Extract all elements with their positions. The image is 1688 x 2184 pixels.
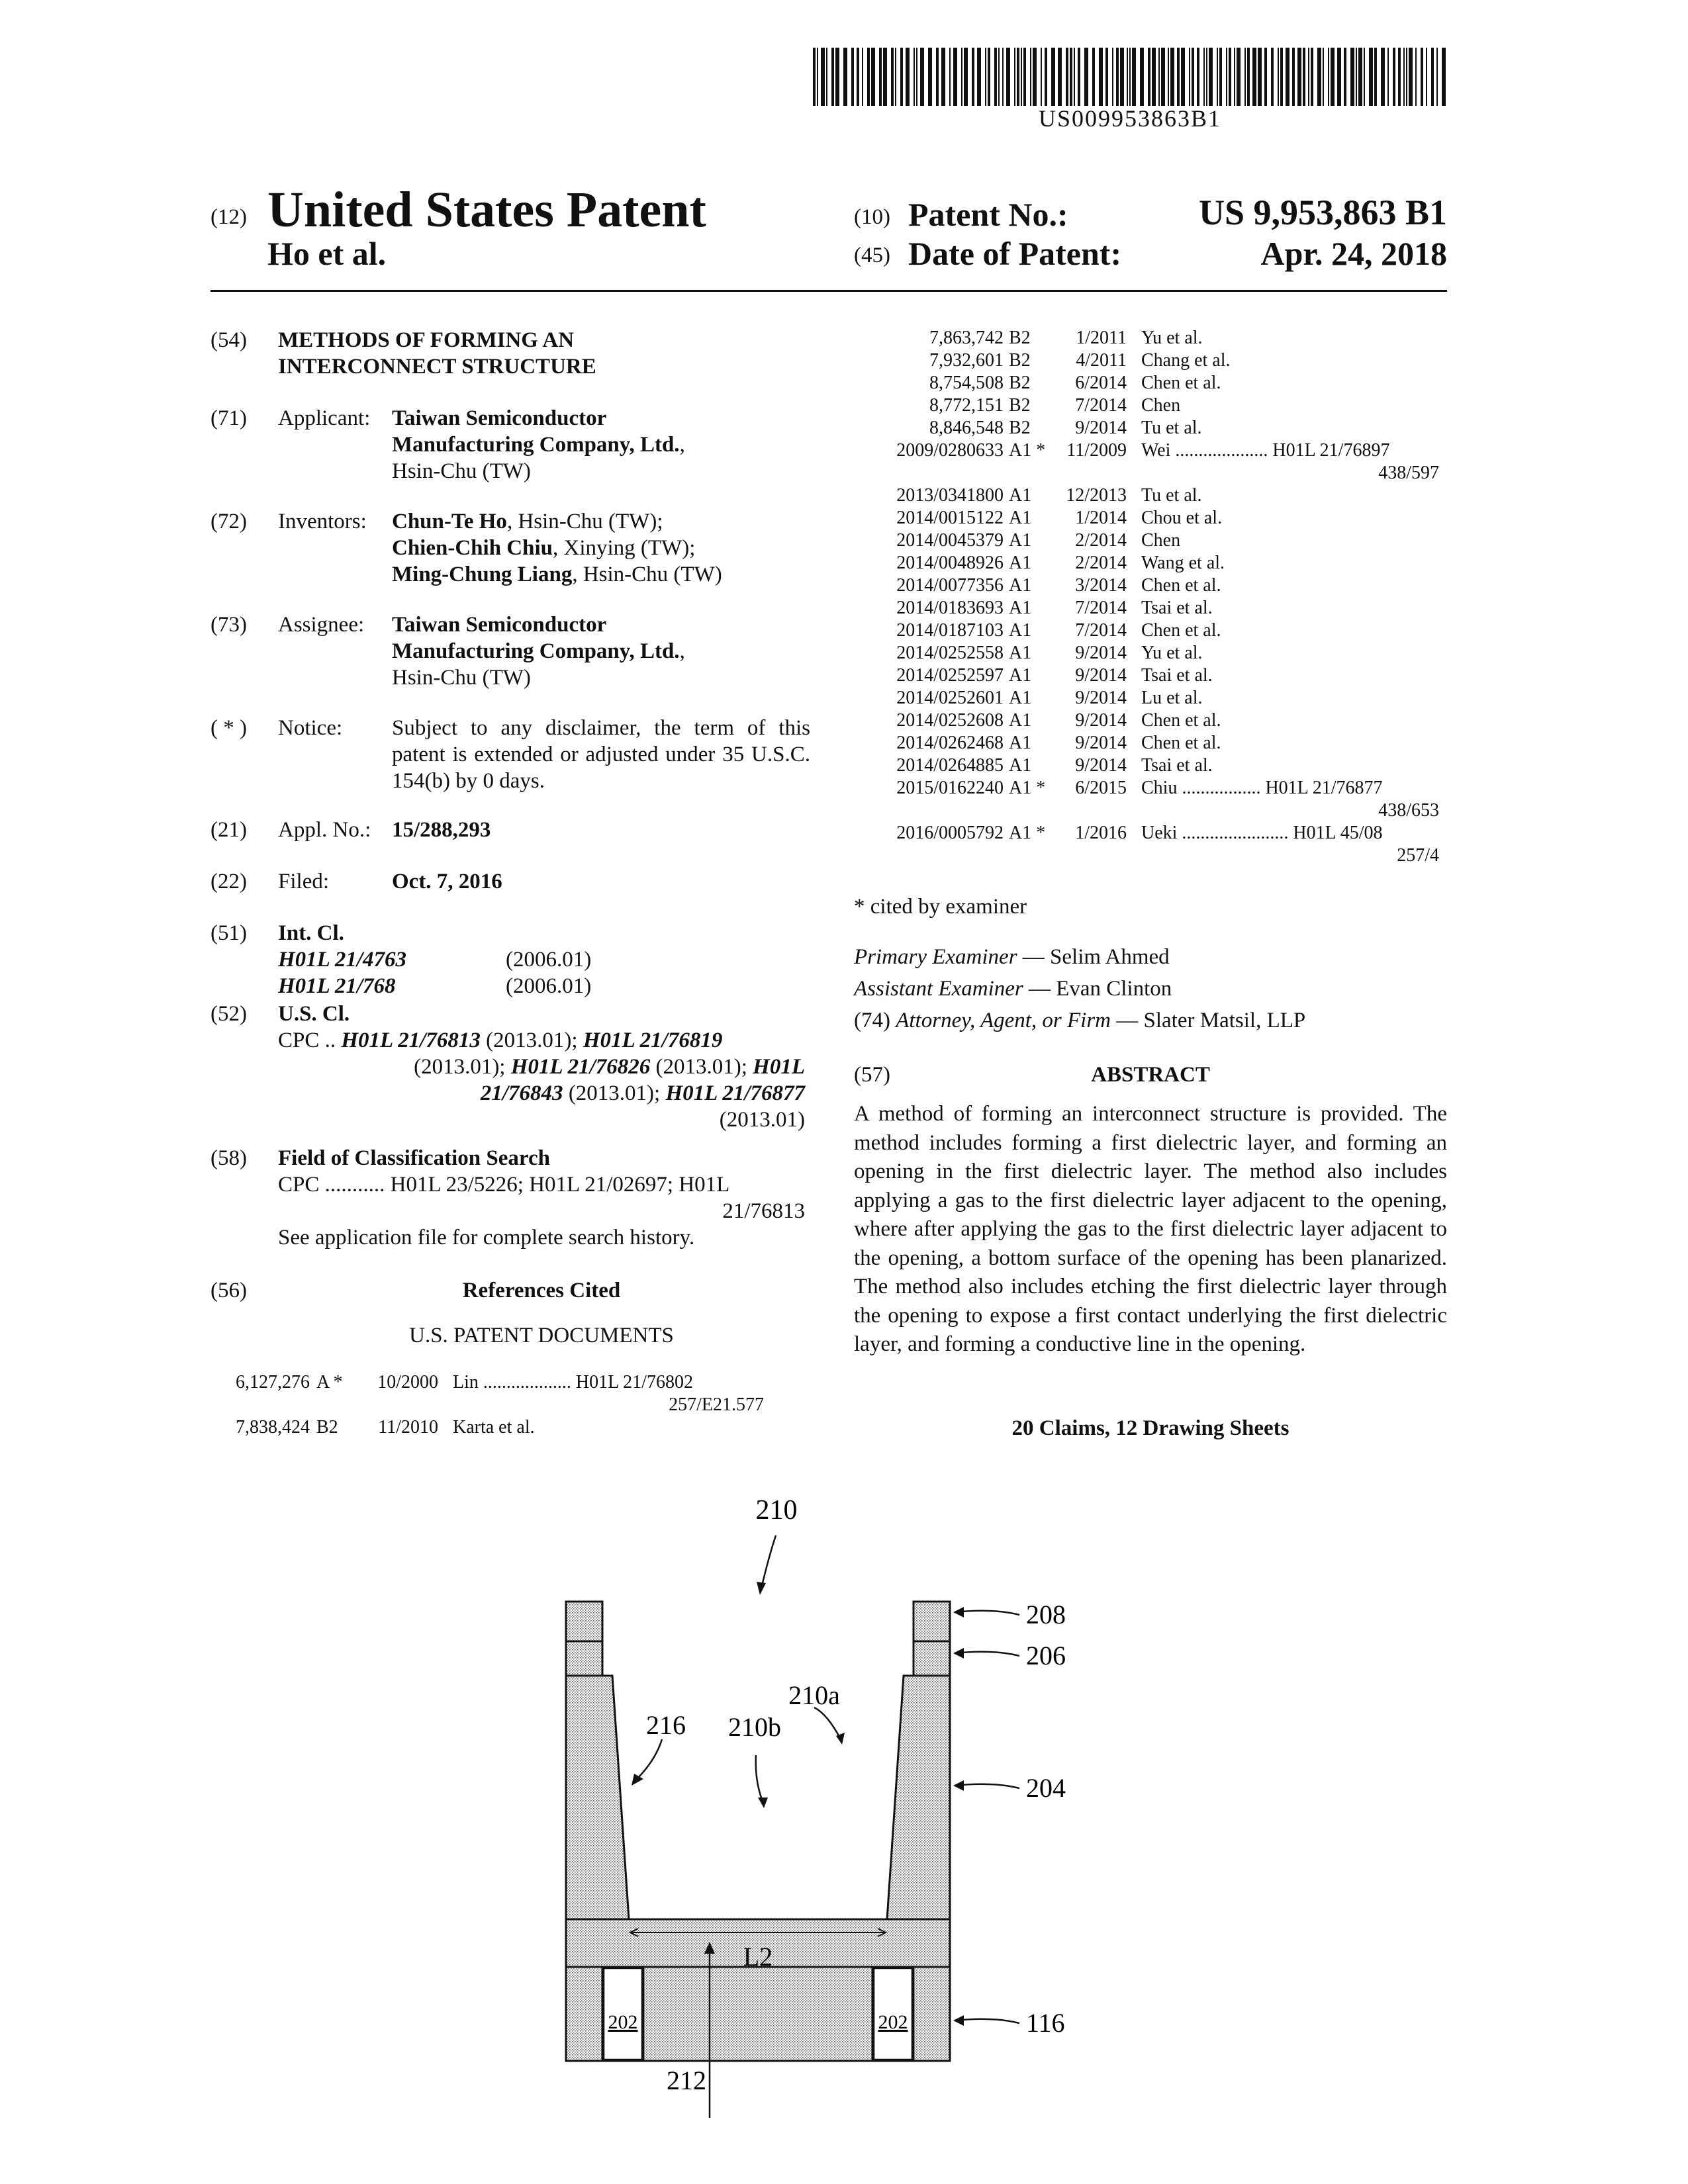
right-ref-name: Chen et al. xyxy=(1141,373,1221,393)
right-ref-num: 2014/0048926 xyxy=(896,553,1004,573)
right-ref-row xyxy=(854,754,1439,777)
assignee-line2 xyxy=(392,638,685,664)
right-ref-num: 2014/0183693 xyxy=(896,598,1004,618)
left-ref-name: Karta et al. xyxy=(453,1417,535,1437)
right-ref-date: 6/2014 xyxy=(1075,373,1127,393)
us-cl-label: U.S. Cl. xyxy=(278,1002,350,1026)
right-ref-num: 2014/0045379 xyxy=(896,530,1004,551)
right-ref-num: 7,863,742 xyxy=(929,328,1004,348)
cpc-3: H01L 21/76826 xyxy=(510,1055,651,1079)
right-ref-row xyxy=(854,372,1439,394)
right-ref-row xyxy=(854,619,1439,642)
code-51: (51) xyxy=(211,921,247,945)
abstract-text: A method of forming an interconnect structure is provided. The method includes forming a first dielectric layer, and forming an opening in the first dielectric layer. The method also includes applying a gas to the first dielectric layer adjacent to the opening, where after applying the gas to the first dielectric layer adjacent to the opening, a bottom surface of the opening has been planarized. The method also includes etching the first dielectric layer through the opening to expose a first contact underlying the first dielectric layer, and forming a conductive line in the opening. xyxy=(854,1102,1447,1356)
right-ref-kind: A1 xyxy=(1009,733,1032,753)
inventors-label: Inventors: xyxy=(278,510,367,533)
left-ref-date: 11/2010 xyxy=(378,1417,438,1437)
right-ref-kind: A1 xyxy=(1009,710,1032,731)
inventor-1 xyxy=(392,508,663,535)
code-71: (71) xyxy=(211,406,247,430)
right-ref-name: Chen et al. xyxy=(1141,733,1221,753)
right-ref-name: Tu et al. xyxy=(1141,485,1202,506)
assistant-examiner-label: Assistant Examiner xyxy=(854,977,1023,1001)
right-ref-kind: B2 xyxy=(1009,373,1031,393)
label-116: 116 xyxy=(1026,2008,1065,2038)
right-ref-kind: B2 xyxy=(1009,350,1031,371)
right-ref-kind: A1 xyxy=(1009,620,1032,641)
code-56: (56) xyxy=(211,1279,247,1302)
primary-examiner xyxy=(854,944,1170,970)
cited-by-examiner: * cited by examiner xyxy=(854,895,1027,919)
assignee-label: Assignee: xyxy=(278,613,365,637)
cpc-5: H01L 21/76877 xyxy=(665,1081,805,1105)
cpc-2: H01L 21/76819 xyxy=(583,1028,723,1052)
applicant-line3: Hsin-Chu (TW) xyxy=(392,459,531,483)
code-74: (74) xyxy=(854,1009,890,1032)
inventor-3 xyxy=(392,561,722,588)
code-73: (73) xyxy=(211,613,247,637)
right-ref-name: Ueki ....................... H01L 45/08 xyxy=(1141,823,1383,843)
right-ref-num: 2013/0341800 xyxy=(896,485,1004,506)
right-ref-num: 8,772,151 xyxy=(929,395,1004,416)
field-note: See application file for complete search history. xyxy=(278,1226,695,1250)
invention-title-line1: METHODS OF FORMING AN xyxy=(278,328,575,352)
right-ref-name: Tsai et al. xyxy=(1141,598,1213,618)
right-ref-num: 2016/0005792 xyxy=(896,823,1004,843)
left-ref-kind: B2 xyxy=(316,1417,338,1437)
right-ref-row xyxy=(854,529,1439,552)
right-ref-date: 2/2014 xyxy=(1075,530,1127,551)
right-ref-row xyxy=(854,777,1439,799)
right-ref-name: Yu et al. xyxy=(1141,643,1203,663)
authors: Ho et al. xyxy=(267,235,387,272)
right-ref-row xyxy=(854,664,1439,687)
cpc-4-version: (2013.01); xyxy=(563,1081,661,1105)
us-cl-line3 xyxy=(481,1080,805,1107)
right-ref-kind: A1 xyxy=(1009,755,1032,776)
right-ref-row xyxy=(854,597,1439,619)
right-ref-date: 4/2011 xyxy=(1076,350,1127,371)
right-ref-row xyxy=(854,484,1439,507)
int-cl-2: H01L 21/768 xyxy=(278,974,396,998)
cpc-3-version: (2013.01); xyxy=(650,1055,747,1079)
field-search-label: Field of Classification Search xyxy=(278,1146,550,1170)
right-ref-name: Chiu ................. H01L 21/76877 xyxy=(1141,778,1383,798)
header-rule xyxy=(211,290,1447,292)
patent-number: US 9,953,863 B1 xyxy=(1198,193,1447,232)
cpc-4a: H01L xyxy=(753,1055,805,1079)
right-ref-date: 7/2014 xyxy=(1075,620,1127,641)
code-22: (22) xyxy=(211,870,247,893)
right-sidewall xyxy=(887,1602,950,1919)
code-21: (21) xyxy=(211,818,247,842)
right-ref-name: Yu et al. xyxy=(1141,328,1203,348)
right-ref-kind: A1 * xyxy=(1009,440,1046,461)
date-label: Date of Patent: xyxy=(908,235,1122,272)
right-ref-row xyxy=(854,552,1439,574)
int-cl-2-version: (2006.01) xyxy=(506,974,592,998)
code-58: (58) xyxy=(211,1146,247,1170)
right-ref-kind: B2 xyxy=(1009,328,1031,348)
left-ref-row xyxy=(211,1371,764,1394)
cpc-prefix: CPC .. xyxy=(278,1028,336,1052)
label-204: 204 xyxy=(1026,1773,1066,1803)
right-ref-row xyxy=(854,349,1439,372)
inventor-3-name: Ming-Chung Liang xyxy=(392,563,573,586)
right-ref-num: 2014/0252597 xyxy=(896,665,1004,686)
right-ref-name: Chen xyxy=(1141,395,1181,416)
int-cl-1-version: (2006.01) xyxy=(506,948,592,972)
right-ref-name: Chou et al. xyxy=(1141,508,1223,528)
left-ref-extra-row xyxy=(211,1394,764,1416)
code-12: (12) xyxy=(211,205,247,229)
right-ref-row xyxy=(854,642,1439,664)
applicant-comma: , xyxy=(679,433,685,457)
right-ref-kind: A1 xyxy=(1009,598,1032,618)
right-ref-extra-row xyxy=(854,844,1439,867)
right-ref-date: 9/2014 xyxy=(1075,643,1127,663)
left-ref-row xyxy=(211,1416,764,1439)
label-210: 210 xyxy=(755,1495,798,1525)
right-ref-num: 8,846,548 xyxy=(929,418,1004,438)
appl-no: 15/288,293 xyxy=(392,818,491,842)
right-ref-date: 9/2014 xyxy=(1075,710,1127,731)
cpc-1: H01L 21/76813 xyxy=(341,1028,481,1052)
right-ref-date: 1/2016 xyxy=(1075,823,1127,843)
assistant-examiner xyxy=(854,976,1172,1002)
right-ref-date: 9/2014 xyxy=(1075,733,1127,753)
int-cl-label: Int. Cl. xyxy=(278,921,344,945)
filed-label: Filed: xyxy=(278,870,330,893)
inventor-3-loc: , Hsin-Chu (TW) xyxy=(572,563,722,586)
attorney-name: — Slater Matsil, LLP xyxy=(1111,1009,1306,1032)
code-57: (57) xyxy=(854,1063,890,1087)
us-cl-line4: (2013.01) xyxy=(719,1108,805,1132)
right-ref-subclass: 438/653 xyxy=(1378,800,1439,821)
us-cl-line1 xyxy=(278,1027,722,1054)
right-ref-kind: B2 xyxy=(1009,395,1031,416)
right-ref-kind: A1 xyxy=(1009,665,1032,686)
primary-examiner-label: Primary Examiner xyxy=(854,945,1017,969)
right-ref-row xyxy=(854,732,1439,754)
right-ref-date: 1/2014 xyxy=(1075,508,1127,528)
right-ref-date: 9/2014 xyxy=(1075,665,1127,686)
patent-title-banner: United States Patent xyxy=(267,182,706,238)
notice-label: Notice: xyxy=(278,716,343,740)
representative-drawing xyxy=(530,1482,1125,2118)
label-210b: 210b xyxy=(728,1712,781,1742)
right-ref-num: 2015/0162240 xyxy=(896,778,1004,798)
right-ref-date: 9/2014 xyxy=(1075,418,1127,438)
code-52: (52) xyxy=(211,1002,247,1026)
right-ref-kind: A1 * xyxy=(1009,823,1046,843)
right-ref-num: 7,932,601 xyxy=(929,350,1004,371)
invention-title-line2: INTERCONNECT STRUCTURE xyxy=(278,355,596,379)
inventor-2-loc: , Xinying (TW); xyxy=(553,536,696,560)
claims-summary: 20 Claims, 12 Drawing Sheets xyxy=(1011,1416,1289,1440)
code-notice: ( * ) xyxy=(211,716,247,740)
right-ref-kind: A1 xyxy=(1009,553,1032,573)
applicant-label: Applicant: xyxy=(278,406,371,430)
right-ref-name: Lu et al. xyxy=(1141,688,1203,708)
right-ref-num: 2014/0015122 xyxy=(896,508,1004,528)
right-ref-extra-row xyxy=(854,462,1439,484)
inventor-1-name: Chun-Te Ho xyxy=(392,510,507,533)
label-202-right: 202 xyxy=(878,2011,908,2033)
cpc-4b: 21/76843 xyxy=(480,1081,563,1105)
applicant-line1: Taiwan Semiconductor xyxy=(392,406,607,430)
inventor-2 xyxy=(392,535,695,561)
right-ref-date: 6/2015 xyxy=(1075,778,1127,798)
right-ref-kind: A1 xyxy=(1009,643,1032,663)
right-ref-kind: A1 xyxy=(1009,485,1032,506)
inventor-1-loc: , Hsin-Chu (TW); xyxy=(506,510,663,533)
code-10: (10) xyxy=(854,205,890,229)
right-ref-row xyxy=(854,709,1439,732)
right-ref-name: Tu et al. xyxy=(1141,418,1202,438)
label-216: 216 xyxy=(646,1710,686,1740)
right-ref-name: Wei .................... H01L 21/76897 xyxy=(1141,440,1390,461)
right-ref-num: 8,754,508 xyxy=(929,373,1004,393)
right-ref-name: Chen et al. xyxy=(1141,620,1221,641)
attorney-label: Attorney, Agent, or Firm xyxy=(896,1009,1111,1032)
left-ref-date: 10/2000 xyxy=(377,1372,438,1392)
label-210a: 210a xyxy=(788,1680,840,1710)
patent-no-label: Patent No.: xyxy=(908,196,1068,233)
right-ref-name: Tsai et al. xyxy=(1141,665,1213,686)
right-ref-name: Tsai et al. xyxy=(1141,755,1213,776)
right-ref-num: 2014/0262468 xyxy=(896,733,1004,753)
field-cpc-line2: 21/76813 xyxy=(722,1199,805,1223)
right-ref-num: 2014/0252558 xyxy=(896,643,1004,663)
filed-date: Oct. 7, 2016 xyxy=(392,870,502,893)
cpc-2-version: (2013.01); xyxy=(414,1055,506,1079)
assignee-line1: Taiwan Semiconductor xyxy=(392,613,607,637)
assignee-comma: , xyxy=(679,639,685,663)
primary-examiner-name: — Selim Ahmed xyxy=(1017,945,1170,969)
right-ref-name: Chen et al. xyxy=(1141,575,1221,596)
label-208: 208 xyxy=(1026,1600,1066,1629)
right-ref-date: 9/2014 xyxy=(1075,688,1127,708)
right-ref-num: 2014/0252608 xyxy=(896,710,1004,731)
right-ref-name: Chen xyxy=(1141,530,1181,551)
right-ref-name: Chen et al. xyxy=(1141,710,1221,731)
right-ref-date: 11/2009 xyxy=(1066,440,1127,461)
right-ref-kind: A1 * xyxy=(1009,778,1046,798)
right-ref-extra-row xyxy=(854,799,1439,822)
inventor-2-name: Chien-Chih Chiu xyxy=(392,536,553,560)
left-ref-num: 7,838,424 xyxy=(236,1417,310,1437)
left-ref-subclass: 257/E21.577 xyxy=(669,1394,764,1415)
applicant-line2 xyxy=(392,432,685,458)
left-ref-name: Lin ................... H01L 21/76802 xyxy=(453,1372,693,1392)
code-45: (45) xyxy=(854,244,890,267)
cpc-1-version: (2013.01); xyxy=(480,1028,578,1052)
right-ref-date: 3/2014 xyxy=(1075,575,1127,596)
right-ref-row xyxy=(854,439,1439,462)
right-ref-name: Chang et al. xyxy=(1141,350,1231,371)
left-ref-kind: A * xyxy=(316,1372,343,1392)
right-ref-name: Wang et al. xyxy=(1141,553,1225,573)
us-cl-line2 xyxy=(414,1054,805,1080)
right-references-table xyxy=(854,327,1439,867)
right-ref-num: 2014/0077356 xyxy=(896,575,1004,596)
right-ref-kind: A1 xyxy=(1009,688,1032,708)
label-206: 206 xyxy=(1026,1641,1066,1670)
patent-date: Apr. 24, 2018 xyxy=(1260,235,1447,272)
left-sidewall xyxy=(566,1602,629,1919)
barcode-number: US009953863B1 xyxy=(1038,105,1222,132)
int-cl-1: H01L 21/4763 xyxy=(278,948,407,972)
right-ref-kind: A1 xyxy=(1009,508,1032,528)
right-ref-kind: A1 xyxy=(1009,530,1032,551)
right-ref-num: 2014/0264885 xyxy=(896,755,1004,776)
assignee-company: Manufacturing Company, Ltd. xyxy=(392,639,680,663)
abstract-heading: ABSTRACT xyxy=(1091,1063,1210,1087)
right-ref-subclass: 438/597 xyxy=(1378,463,1439,483)
label-L2: L2 xyxy=(743,1942,773,1972)
right-ref-row xyxy=(854,327,1439,349)
notice-text: Subject to any disclaimer, the term of this patent is extended or adjusted under 35 U.S.C. 154(b) by 0 days. xyxy=(392,716,810,793)
right-ref-date: 12/2013 xyxy=(1066,485,1127,506)
assignee-line3: Hsin-Chu (TW) xyxy=(392,666,531,690)
right-ref-num: 2009/0280633 xyxy=(896,440,1004,461)
left-references-table xyxy=(211,1371,764,1439)
right-ref-date: 7/2014 xyxy=(1075,598,1127,618)
appl-no-label: Appl. No.: xyxy=(278,818,371,842)
right-ref-row xyxy=(854,417,1439,439)
references-cited-heading: References Cited xyxy=(462,1279,621,1302)
attorney xyxy=(854,1007,1305,1034)
label-202-left: 202 xyxy=(608,2011,638,2033)
right-ref-date: 7/2014 xyxy=(1075,395,1127,416)
us-patent-documents-heading: U.S. PATENT DOCUMENTS xyxy=(409,1324,674,1347)
right-ref-row xyxy=(854,574,1439,597)
right-ref-num: 2014/0252601 xyxy=(896,688,1004,708)
right-ref-date: 9/2014 xyxy=(1075,755,1127,776)
right-ref-row xyxy=(854,394,1439,417)
right-ref-kind: B2 xyxy=(1009,418,1031,438)
applicant-company: Manufacturing Company, Ltd. xyxy=(392,433,680,457)
field-cpc-line1: CPC ........... H01L 23/5226; H01L 21/02697; H01L xyxy=(278,1173,730,1197)
right-ref-row xyxy=(854,687,1439,709)
left-ref-num: 6,127,276 xyxy=(236,1372,310,1392)
code-54: (54) xyxy=(211,328,247,352)
right-ref-subclass: 257/4 xyxy=(1397,845,1439,866)
right-ref-row xyxy=(854,507,1439,529)
code-72: (72) xyxy=(211,510,247,533)
label-212: 212 xyxy=(667,2066,706,2095)
assistant-examiner-name: — Evan Clinton xyxy=(1023,977,1172,1001)
right-ref-kind: A1 xyxy=(1009,575,1032,596)
right-ref-num: 2014/0187103 xyxy=(896,620,1004,641)
right-ref-date: 2/2014 xyxy=(1075,553,1127,573)
right-ref-date: 1/2011 xyxy=(1076,328,1127,348)
right-ref-row xyxy=(854,822,1439,844)
barcode xyxy=(813,48,1447,106)
